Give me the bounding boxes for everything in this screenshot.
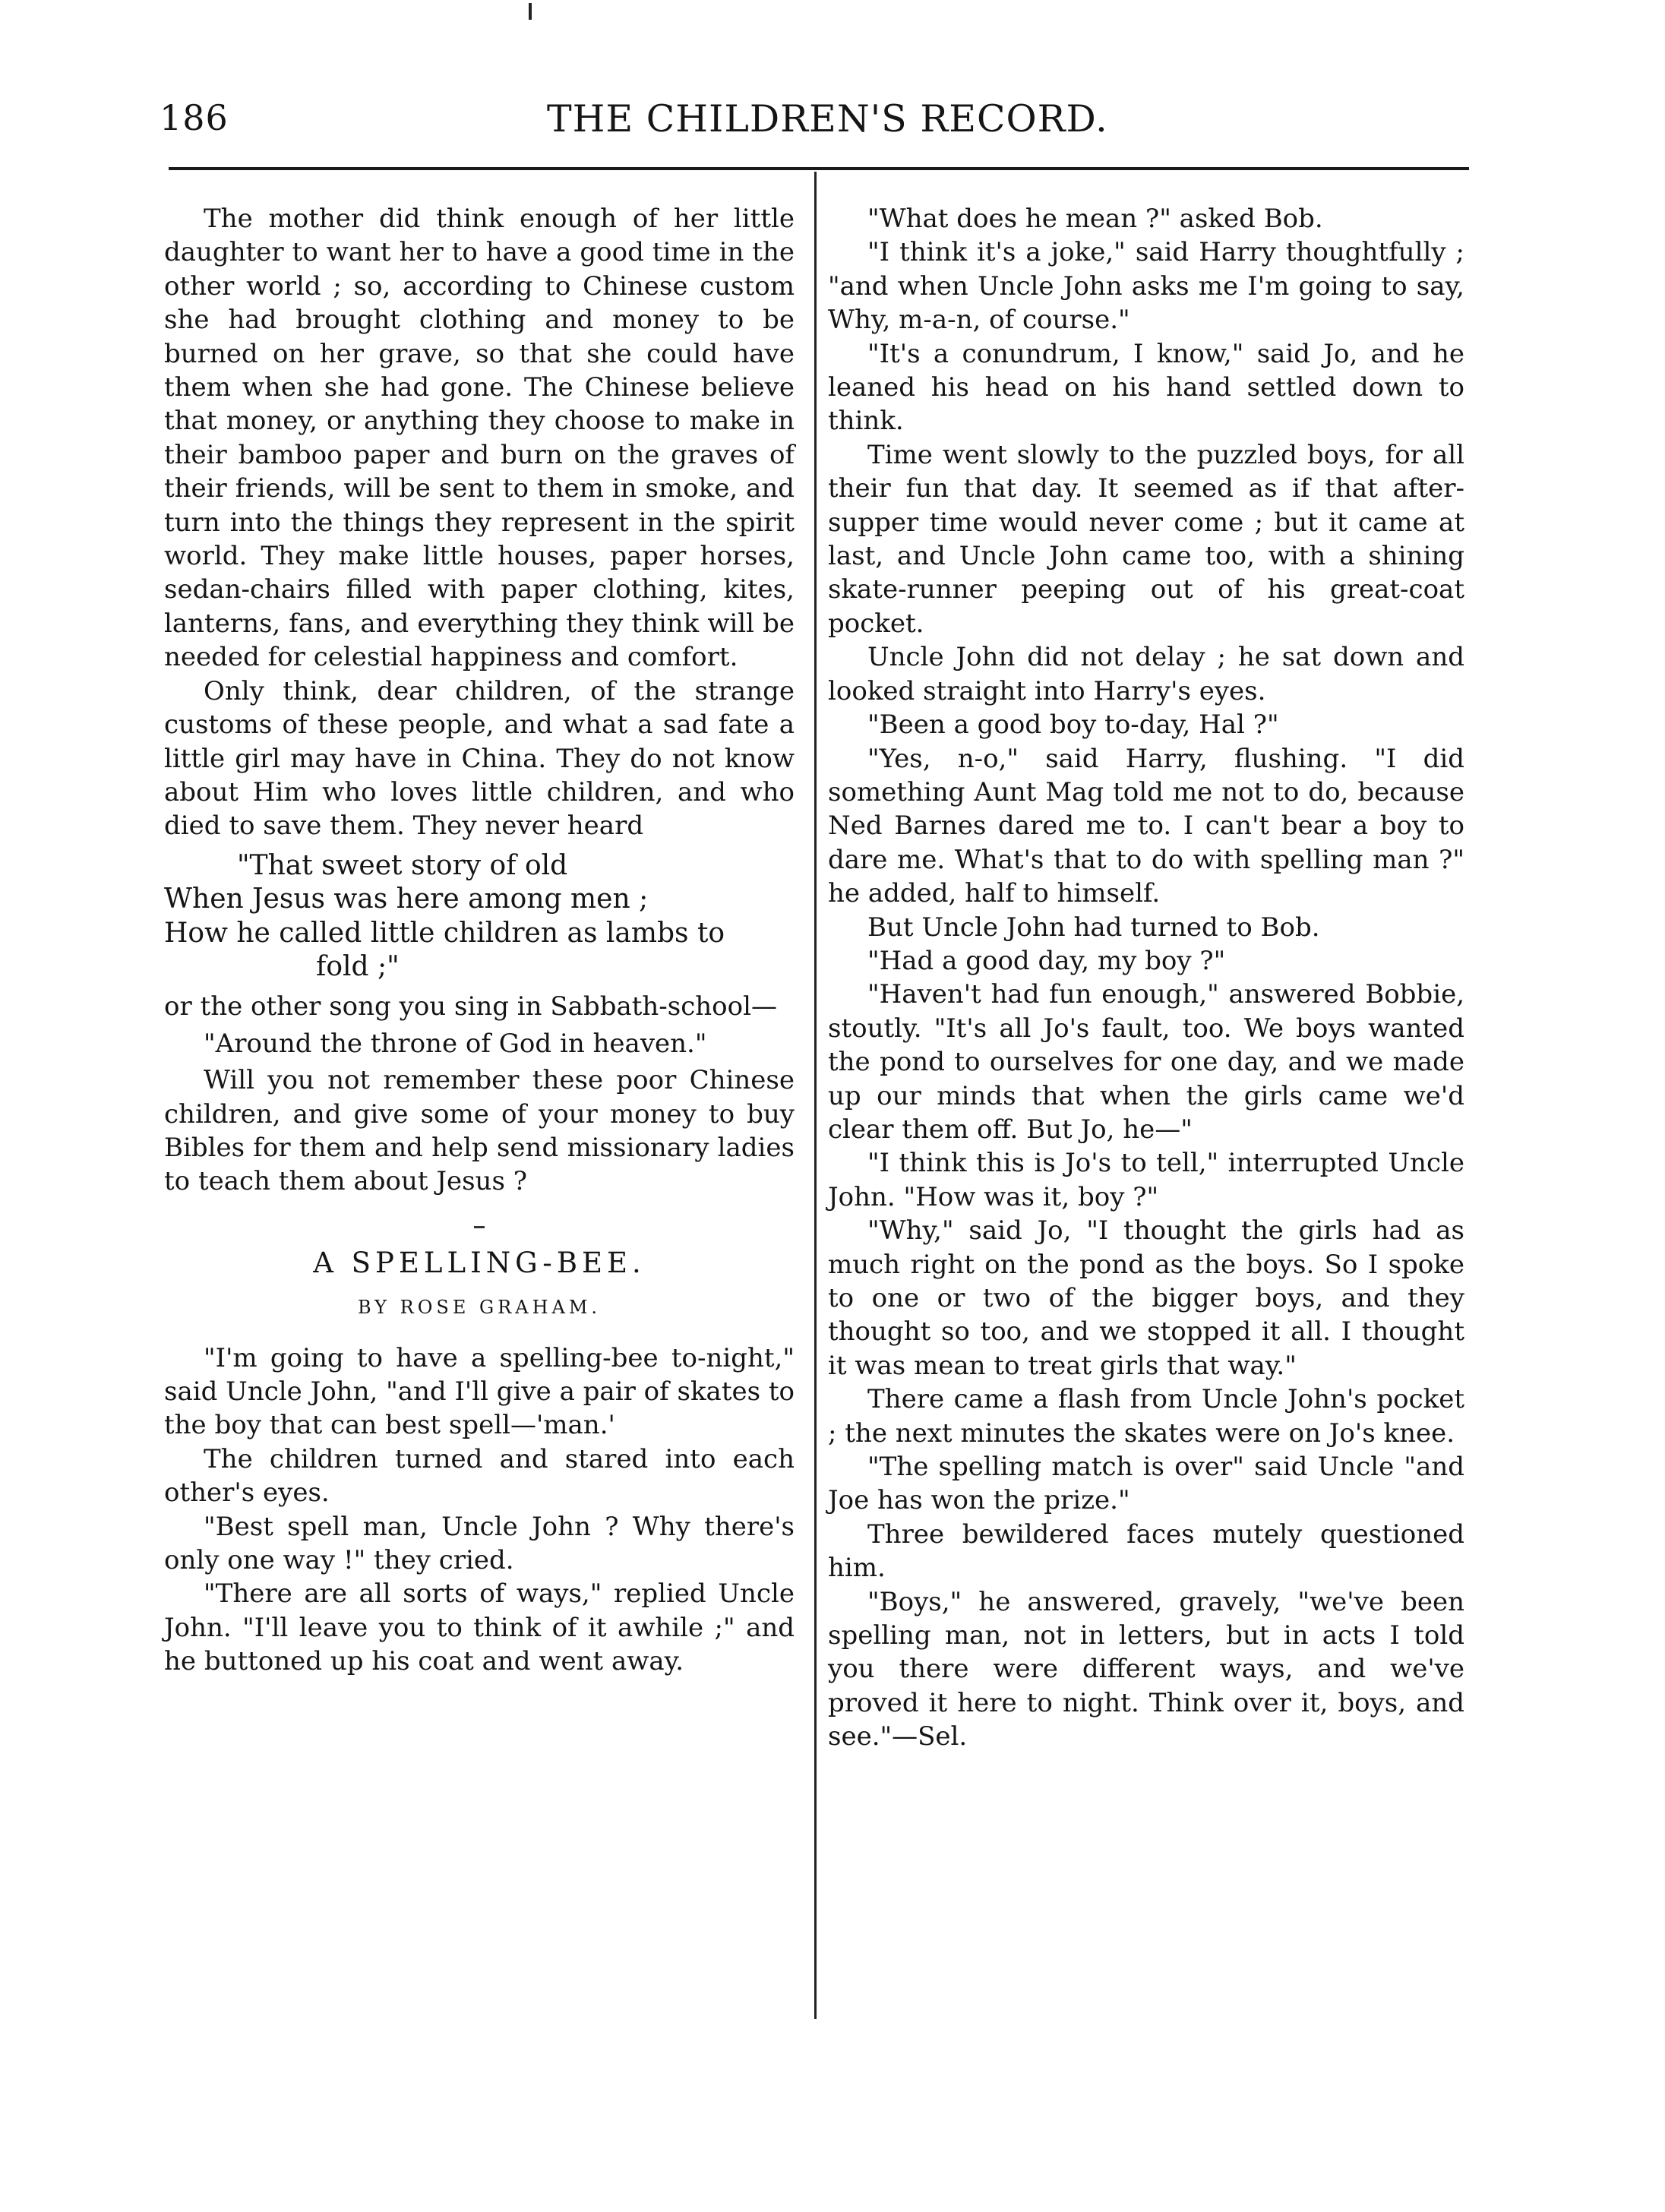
column-rule [814, 172, 817, 2019]
paragraph: "I think it's a joke," said Harry thoughtfully ; "and when Uncle John asks me I'm going to say, Why, m-a-n, of course." [828, 237, 1464, 336]
paragraph: "The spelling match is over" said Uncle "and Joe has won the prize." [828, 1452, 1464, 1516]
paragraph: "Why," said Jo, "I thought the girls had as much right on the pond as the boys. So I spoke to one or two of the bigger boys, and they thought so too, and we stopped it all. I thought it was mean to treat girls that way." [828, 1215, 1464, 1381]
paragraph: Uncle John did not delay ; he sat down and looked straight into Harry's eyes. [828, 642, 1464, 706]
quoted-hymn-line: "Around the throne of God in heaven." [204, 1028, 707, 1059]
paragraph: "Had a good day, my boy ?" [867, 945, 1226, 976]
paragraph: Time went slowly to the puzzled boys, for all their fun that day. It seemed as if that after-supper time would never come ; but it came at last, and Uncle John came too, with a shining skate-runner peeping out of his great-coat pocket. [828, 439, 1464, 639]
paragraph: "I'm going to have a spelling-bee to-night," said Uncle John, "and I'll give a pair of skates to the boy that can best spell—'man.' [164, 1342, 795, 1441]
page-number: 186 [160, 97, 229, 138]
poem-line: How he called little children as lambs to [164, 917, 725, 949]
paragraph: "Been a good boy to-day, Hal ?" [867, 709, 1279, 741]
paragraph: "Boys," he answered, gravely, "we've been spelling man, not in letters, but in acts I told you there were different ways, and we've proved it here to night. Think over it, boys, and see."—Sel. [828, 1586, 1464, 1752]
paragraph: "I think this is Jo's to tell," interrupted Uncle John. "How was it, boy ?" [828, 1148, 1464, 1212]
paragraph: "Yes, n-o," said Harry, flushing. "I did something Aunt Mag told me not to do, because Ned Barnes dared me to. I can't bear a boy to dare me. What's that to do with spelling man ?" he added, half to himself. [828, 743, 1464, 909]
paragraph: "It's a conundrum, I know," said Jo, and he leaned his head on his hand settled down to think. [828, 338, 1464, 437]
paragraph: Three bewildered faces mutely questioned him. [828, 1518, 1464, 1584]
paragraph: "Haven't had fun enough," answered Bobbie, stoutly. "It's all Jo's fault, too. We boys wanted the pond to ourselves for one day, and we made up our minds that when the girls came we'd clear them off. But Jo, he—" [828, 979, 1464, 1145]
paragraph: "There are all sorts of ways," replied Uncle John. "I'll leave you to think of it awhile ;" and he buttoned up his coat and went away. [164, 1578, 795, 1677]
paragraph: The children turned and stared into each other's eyes. [164, 1443, 795, 1509]
paragraph: Will you not remember these poor Chinese children, and give some of your money to buy Bibles for them and help send missionary ladies to teach them about Jesus ? [164, 1065, 795, 1197]
story-title: A SPELLING-BEE. [313, 1246, 646, 1279]
running-title: THE CHILDREN'S RECORD. [547, 97, 1108, 141]
page-header [160, 97, 1466, 158]
header-rule [169, 167, 1469, 170]
poem-quote [164, 849, 795, 984]
paragraph: But Uncle John had turned to Bob. [867, 912, 1320, 943]
stray-ink-mark [529, 3, 532, 20]
paragraph: or the other song you sing in Sabbath-school— [164, 991, 777, 1022]
poem-line: When Jesus was here among men ; [164, 883, 649, 915]
section-divider [474, 1226, 485, 1228]
paragraph: Only think, dear children, of the strange customs of these people, and what a sad fate a little girl may have in China. They do not know about Him who loves little children, and who died to save them. They never heard [164, 675, 795, 842]
poem-line: "That sweet story of old [237, 849, 568, 881]
right-column [828, 202, 1464, 1754]
paragraph: There came a flash from Uncle John's pocket ; the next minutes the skates were on Jo's knee. [828, 1384, 1464, 1449]
paragraph: The mother did think enough of her little daughter to want her to have a good time in the other world ; so, according to Chinese custom she had brought clothing and money to be burned on her grave, so that she could have them when she had gone. The Chinese believe that money, or anything they choose to make in their bamboo paper and burn on the graves of their friends, will be sent to them in smoke, and turn into the things they represent in the spirit world. They make little houses, paper horses, sedan-chairs filled with paper clothing, kites, lanterns, fans, and everything they think will be needed for celestial happiness and comfort. [164, 204, 795, 673]
paragraph: "What does he mean ?" asked Bob. [867, 204, 1323, 234]
paragraph: "Best spell man, Uncle John ? Why there's only one way !" they cried. [164, 1511, 795, 1576]
left-column [164, 202, 795, 1679]
story-byline: BY ROSE GRAHAM. [357, 1297, 602, 1319]
poem-line: fold ;" [316, 950, 400, 982]
